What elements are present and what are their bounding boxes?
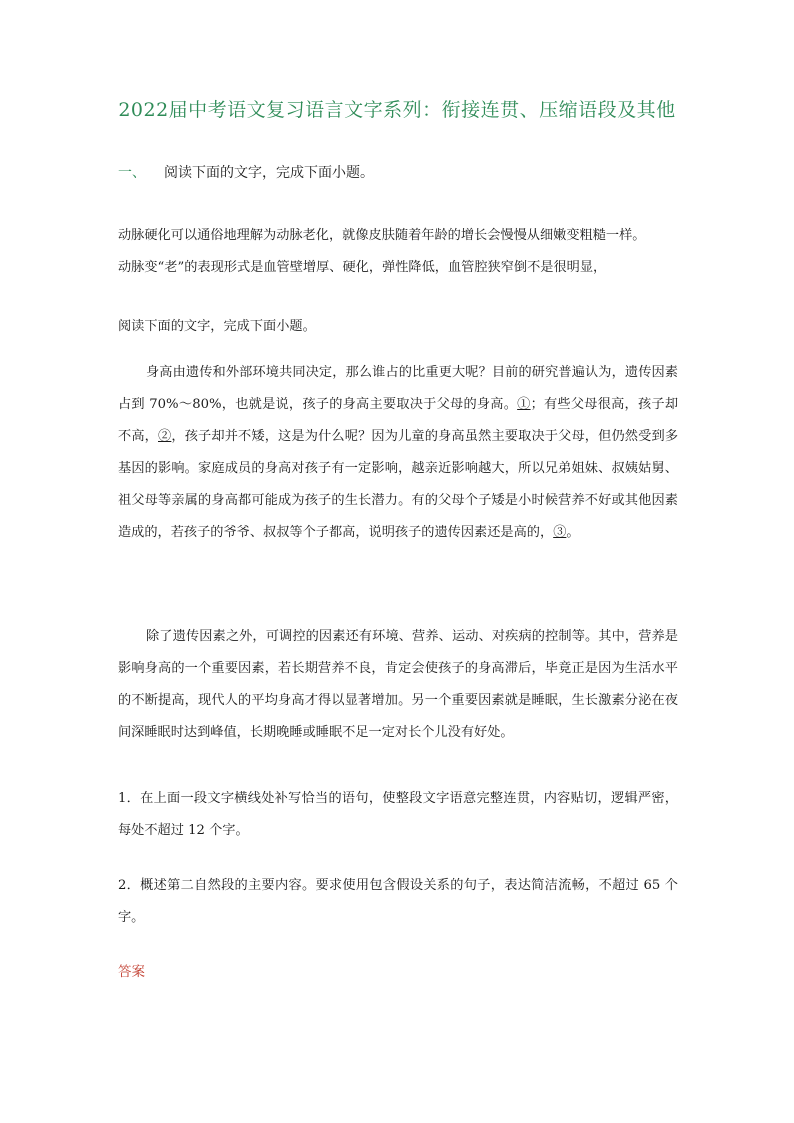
section-number: 一、 — [118, 165, 146, 181]
paragraph-height-genetics — [118, 357, 678, 549]
blank-marker-3: ③ — [553, 525, 567, 540]
para1-text-d: 。 — [566, 525, 580, 540]
section-heading — [118, 162, 374, 182]
blank-marker-2: ② — [158, 429, 172, 444]
paragraph-height-factors: 除了遗传因素之外，可调控的因素还有环境、营养、运动、对疾病的控制等。其中，营养是影响身高的一个重要因素，若长期营养不良，肯定会使孩子的身高滞后，毕竟正是因为生活水平的不断提高，现代人的平均身高才得以显著增加。另一个重要因素就是睡眠，生长激素分泌在夜间深睡眠时达到峰值，长期晚睡或睡眠不足一定对长个儿没有好处。 — [118, 629, 678, 740]
question-2: 2．概述第二自然段的主要内容。要求使用包含假设关系的句子，表达简洁流畅，不超过 65 个字。 — [118, 878, 678, 925]
document-title: 2022届中考语文复习语言文字系列：衔接连贯、压缩语段及其他 — [118, 99, 676, 121]
passage-artery-line2: 动脉变“老”的表现形式是血管壁增厚、硬化，弹性降低，血管腔狭窄倒不是很明显， — [118, 260, 607, 275]
passage-artery-line1: 动脉硬化可以通俗地理解为动脉老化，就像皮肤随着年龄的增长会慢慢从细嫩变粗糙一样。 — [118, 228, 646, 243]
answer-label: 答案 — [118, 964, 145, 980]
para1-text-a: 身高由遗传和外部环境共同决定，那么谁占的比重更大呢？目前的研究普遍认为，遗传因素占到 70%～80%，也就是说，孩子的身高主要取决于父母的身高。 — [118, 365, 678, 412]
para1-text-b: ；有些父母很高，孩子却不高， — [118, 397, 679, 444]
section-instruction: 阅读下面的文字，完成下面小题。 — [164, 165, 374, 181]
passage-artery — [118, 220, 693, 284]
blank-marker-1: ① — [517, 397, 531, 412]
instruction-2: 阅读下面的文字，完成下面小题。 — [118, 319, 316, 334]
para1-text-c: ，孩子却并不矮，这是为什么呢？因为儿童的身高虽然主要取决于父母，但仍然受到多基因的影响。家庭成员的身高对孩子有一定影响，越亲近影响越大，所以兄弟姐妹、叔姨姑舅、祖父母等亲属的身高都可能成为孩子的生长潜力。有的父母个子矮是小时候营养不好或其他因素造成的，若孩子的爷爷、叔叔等个子都高，说明孩子的遗传因素还是高的， — [118, 429, 679, 540]
question-1: 1．在上面一段文字横线处补写恰当的语句，使整段文字语意完整连贯，内容贴切，逻辑严密，每处不超过 12 个字。 — [118, 791, 678, 838]
